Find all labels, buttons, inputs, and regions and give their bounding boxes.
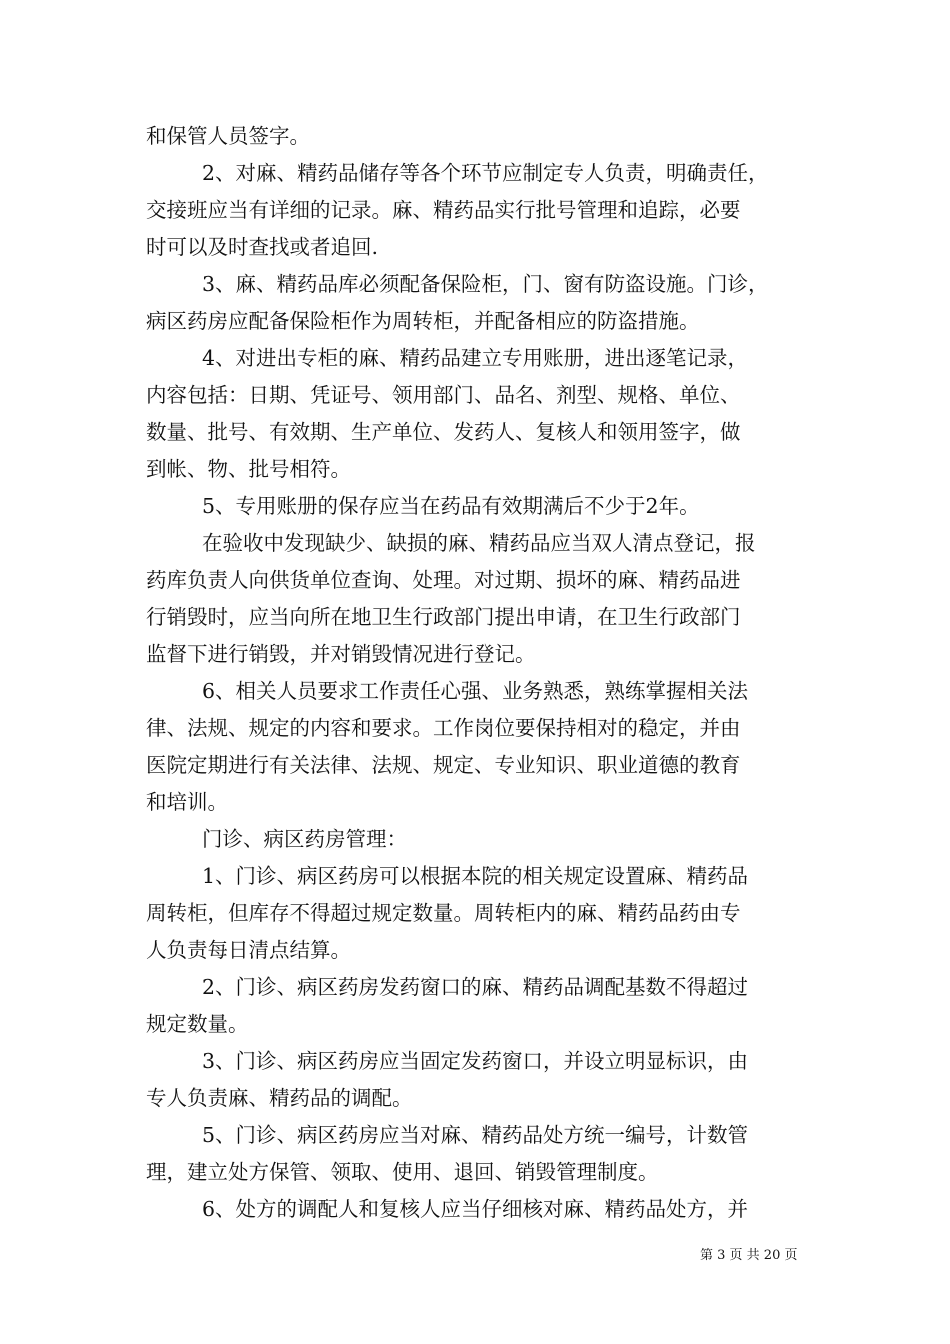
text-line: 在验收中发现缺少、缺损的麻、精药品应当双人清点登记，报 [202,531,756,555]
text-line: 监督下进行销毁，并对销毁情况进行登记。 [146,642,536,666]
text-line: 病区药房应配备保险柜作为周转柜，并配备相应的防盗措施。 [146,309,700,333]
text-line: 和培训。 [146,790,228,814]
text-line: 6、处方的调配人和复核人应当仔细核对麻、精药品处方，并 [202,1197,749,1221]
text-line: 3、麻、精药品库必须配备保险柜，门、窗有防盗设施。门诊， [202,272,769,296]
text-line: 门诊、病区药房管理： [202,827,407,851]
text-line: 内容包括：日期、凭证号、领用部门、品名、剂型、规格、单位、 [146,383,741,407]
page-number-footer: 第 3 页 共 20 页 [700,1248,798,1263]
text-line: 1、门诊、病区药房可以根据本院的相关规定设置麻、精药品 [202,864,749,888]
text-line: 数量、批号、有效期、生产单位、发药人、复核人和领用签字，做 [146,420,741,444]
text-line: 6、相关人员要求工作责任心强、业务熟悉，熟练掌握相关法 [202,679,749,703]
text-line: 药库负责人向供货单位查询、处理。对过期、损坏的麻、精药品进 [146,568,741,592]
body-text [146,118,806,1228]
text-line: 2、对麻、精药品储存等各个环节应制定专人负责，明确责任， [202,161,769,185]
text-line: 和保管人员签字。 [146,124,310,148]
text-line: 周转柜，但库存不得超过规定数量。周转柜内的麻、精药品药由专 [146,901,741,925]
text-line: 医院定期进行有关法律、法规、规定、专业知识、职业道德的教育 [146,753,741,777]
text-line: 交接班应当有详细的记录。麻、精药品实行批号管理和追踪，必要 [146,198,741,222]
text-line: 时可以及时查找或者追回. [146,235,379,259]
text-line: 到帐、物、批号相符。 [146,457,351,481]
text-line: 2、门诊、病区药房发药窗口的麻、精药品调配基数不得超过 [202,975,749,999]
text-line: 3、门诊、病区药房应当固定发药窗口，并设立明显标识，由 [202,1049,749,1073]
text-line: 规定数量。 [146,1012,249,1036]
text-line: 5、门诊、病区药房应当对麻、精药品处方统一编号，计数管 [202,1123,749,1147]
text-line: 行销毁时，应当向所在地卫生行政部门提出申请，在卫生行政部门 [146,605,741,629]
text-line: 律、法规、规定的内容和要求。工作岗位要保持相对的稳定，并由 [146,716,741,740]
text-line: 人负责每日清点结算。 [146,938,351,962]
text-line: 5、专用账册的保存应当在药品有效期满后不少于2年。 [202,494,700,518]
text-line: 专人负责麻、精药品的调配。 [146,1086,413,1110]
text-line: 4、对进出专柜的麻、精药品建立专用账册，进出逐笔记录， [202,346,749,370]
text-line: 理，建立处方保管、领取、使用、退回、销毁管理制度。 [146,1160,659,1184]
